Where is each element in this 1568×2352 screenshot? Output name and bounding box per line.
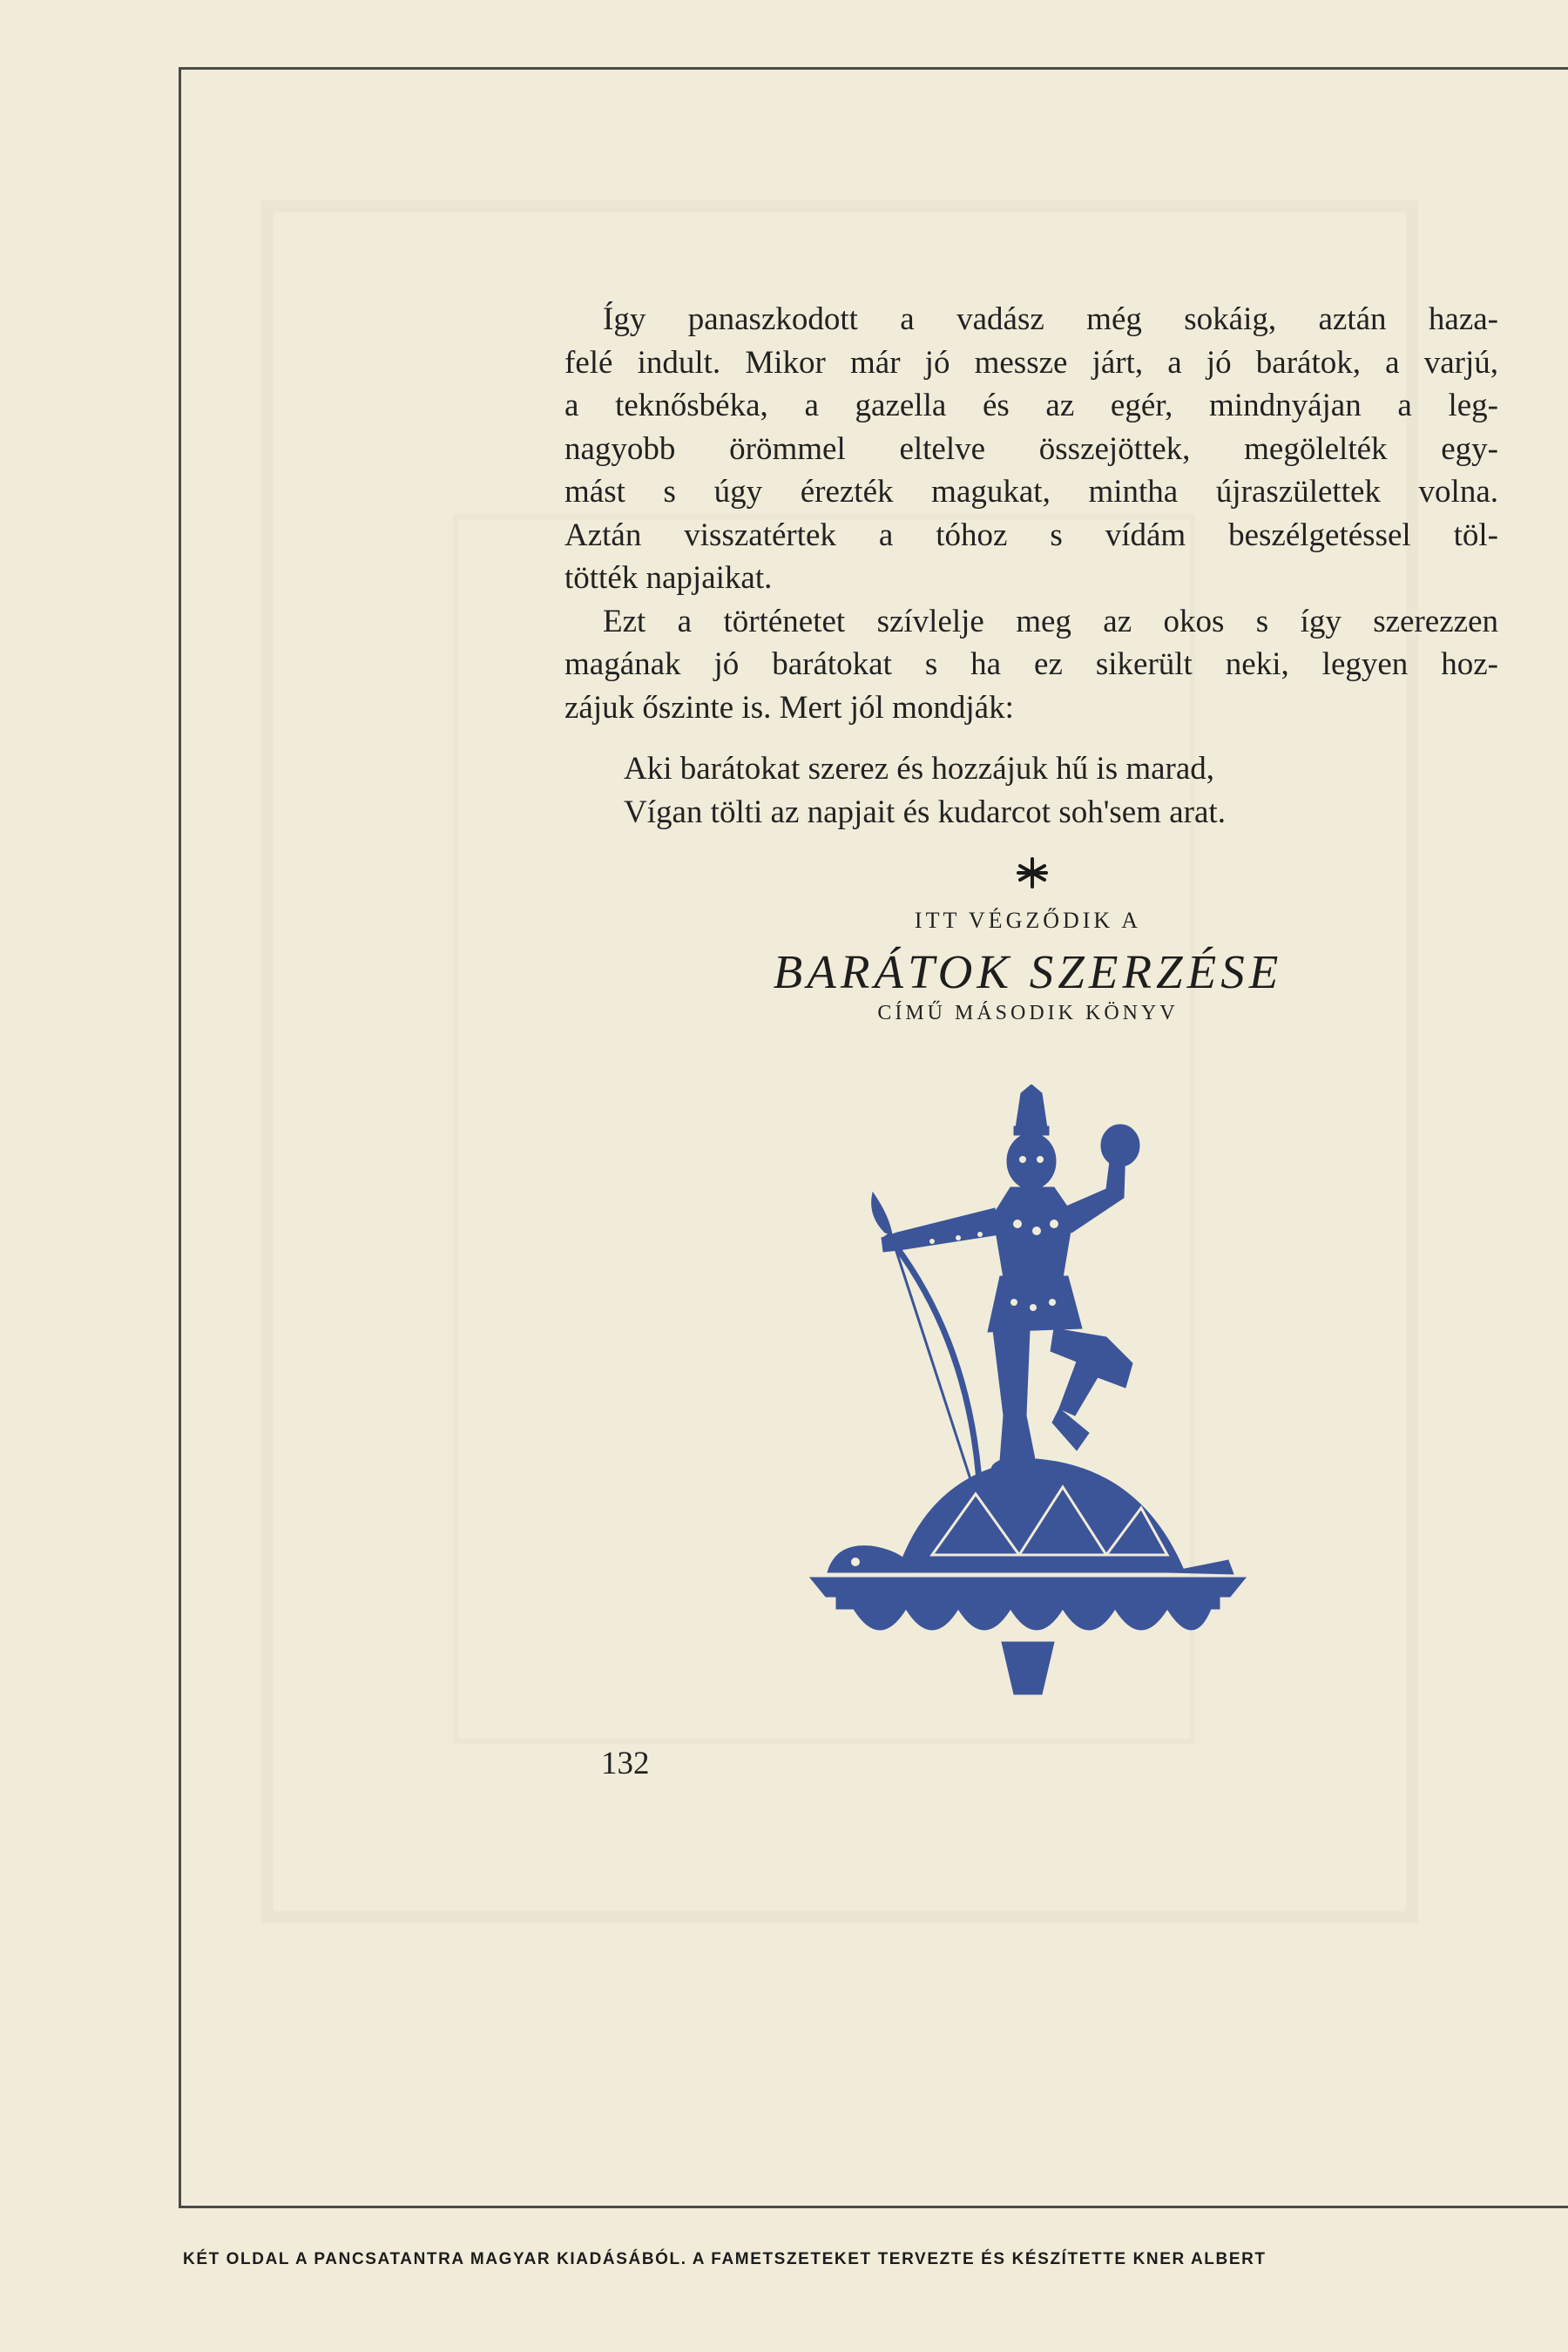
- paragraph-2: [564, 600, 1498, 730]
- text-line: tötték napjaikat.: [564, 560, 773, 596]
- frame-top-rule: [179, 67, 1568, 70]
- colophon-subtitle: CÍMŰ MÁSODIK KÖNYV: [877, 1002, 1179, 1024]
- text-line: Aztán visszatértek a tóhoz s vídám beszélgetéssel töl-: [564, 517, 1498, 553]
- verse-line: Aki barátokat szerez és hozzájuk hű is marad,: [624, 751, 1215, 787]
- text-line: mást s úgy érezték magukat, mintha újraszülettek volna.: [564, 474, 1498, 510]
- text-line: Ezt a történetet szívlelje meg az okos s így szerezzen: [603, 603, 1498, 639]
- footer-caption: KÉT OLDAL A PANCSATANTRA MAGYAR KIADÁSÁBÓL. A FAMETSZETEKET TERVEZTE ÉS KÉSZÍTETTE KNER ALBERT: [183, 2250, 1267, 2268]
- frame-left-rule: [179, 67, 181, 2207]
- verse-couplet: [624, 747, 1495, 835]
- text-line: nagyobb örömmel eltelve összejöttek, megölelték egy-: [564, 430, 1498, 467]
- text-line: felé indult. Mikor már jó messze járt, a jó barátok, a varjú,: [564, 344, 1498, 381]
- frame-bottom-rule: [179, 2206, 1568, 2208]
- text-line: Így panaszkodott a vadász még sokáig, aztán haza-: [603, 301, 1498, 337]
- colophon-title: BARÁTOK SZERZÉSE: [773, 945, 1283, 998]
- text-line: a teknősbéka, a gazella és az egér, mindnyájan a leg-: [564, 388, 1498, 423]
- verse-line: Vígan tölti az napjait és kudarcot soh'sem arat.: [624, 794, 1226, 830]
- colophon-intro: ITT VÉGZŐDIK A: [914, 908, 1142, 933]
- dancing-figure-on-turtle-woodcut-icon: [801, 1085, 1254, 1720]
- paragraph-1: [564, 298, 1498, 600]
- story-text: [564, 298, 1498, 729]
- asterisk-ornament-icon: [1015, 855, 1050, 890]
- text-line: zájuk őszinte is. Mert jól mondják:: [564, 689, 1014, 726]
- text-line: magának jó barátokat s ha ez sikerült neki, legyen hoz-: [564, 646, 1498, 682]
- page-number: 132: [601, 1746, 650, 1781]
